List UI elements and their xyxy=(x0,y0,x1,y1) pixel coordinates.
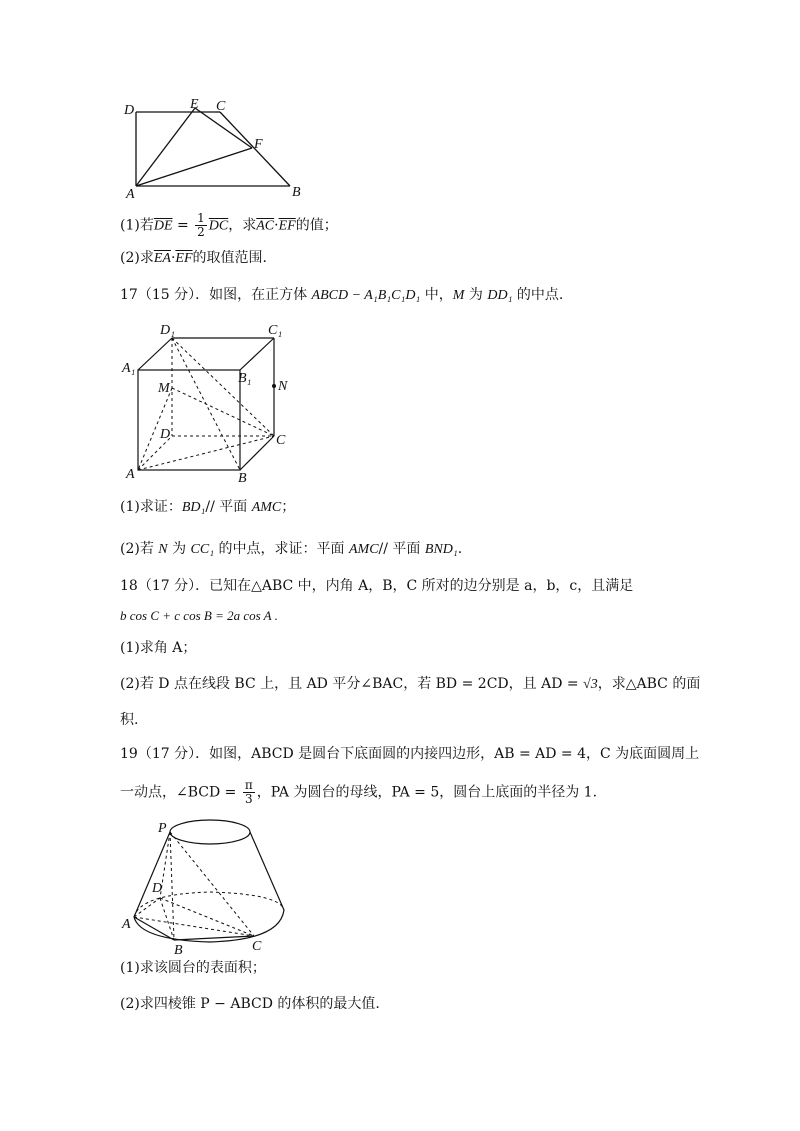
q17-stem: 17（15 分）．如图，在正方体 ABCD − A₁B₁C₁D₁ 中，M 为 DD₁ 的中点. xyxy=(120,287,564,303)
figure-trapezoid xyxy=(120,96,320,206)
fraction: $\frac{\pi}{3}$ xyxy=(244,778,253,806)
figure-cube xyxy=(120,318,300,488)
label-B1: B₁ xyxy=(238,371,252,386)
q18-part2: (2)若 D 点在线段 BC 上，且 AD 平分∠BAC，若 BD = 2CD，且 AD = √3，求△ABC 的面 xyxy=(120,676,701,692)
label-A: A xyxy=(126,187,135,202)
q18-part2-line2: 积. xyxy=(120,712,139,728)
q19-part1: (1)求该圆台的表面积； xyxy=(120,960,266,976)
q18-stem-line1: 18（17 分）．已知在△ABC 中，内角 A，B，C 所对的边分别是 a，b，c，且满足 xyxy=(120,578,634,594)
fraction: $\frac{1}{2}$ xyxy=(197,211,205,239)
label-A1: A₁ xyxy=(122,361,136,376)
label-D: D xyxy=(152,881,163,896)
label-B: B xyxy=(292,185,301,200)
q17-part2: (2)若 N 为 CC₁ 的中点，求证：平面 AMC// 平面 BND₁. xyxy=(120,541,463,557)
label-A: A xyxy=(122,917,131,932)
label-C1: C₁ xyxy=(268,323,283,338)
label-D: D xyxy=(160,427,171,442)
label-P: P xyxy=(158,821,167,836)
label-B: B xyxy=(174,943,183,958)
q16-part1: (1)若$\overline{DE}$ = $\frac{1}{2}$ $\overline{DC}$，求$\overline{AC}\cdot\overline{EF}$的值； xyxy=(120,211,338,239)
label-D1: D₁ xyxy=(160,323,175,338)
label-C: C xyxy=(216,99,226,114)
q19-stem-line1: 19（17 分）．如图，ABCD 是圆台下底面圆的内接四边形，AB = AD = 4，C 为底面圆周上 xyxy=(120,746,700,762)
label-B: B xyxy=(238,471,247,486)
label-E: E xyxy=(190,97,199,112)
label-N: N xyxy=(278,379,288,394)
q17-part1: (1)求证：BD₁// 平面 AMC； xyxy=(120,499,296,515)
label-D: D xyxy=(124,103,135,118)
q19-stem-line2: 一动点，∠BCD = $\frac{\pi}{3}$ ，PA 为圆台的母线，PA = 5，圆台上底面的半径为 1. xyxy=(120,778,598,806)
label-A: A xyxy=(126,467,135,482)
label-C: C xyxy=(276,433,286,448)
label-F: F xyxy=(254,137,263,152)
q18-stem-line2: b cos C + c cos B = 2a cos A . xyxy=(120,608,278,623)
q19-part2: (2)求四棱锥 P − ABCD 的体积的最大值. xyxy=(120,996,380,1012)
label-M: M xyxy=(158,381,170,396)
q16-part2: (2)求$\overline{EA}\cdot\overline{EF}$的取值范围. xyxy=(120,250,267,266)
figure-frustum xyxy=(120,812,320,958)
label-C: C xyxy=(252,939,262,954)
q18-part1: (1)求角 A； xyxy=(120,640,197,656)
